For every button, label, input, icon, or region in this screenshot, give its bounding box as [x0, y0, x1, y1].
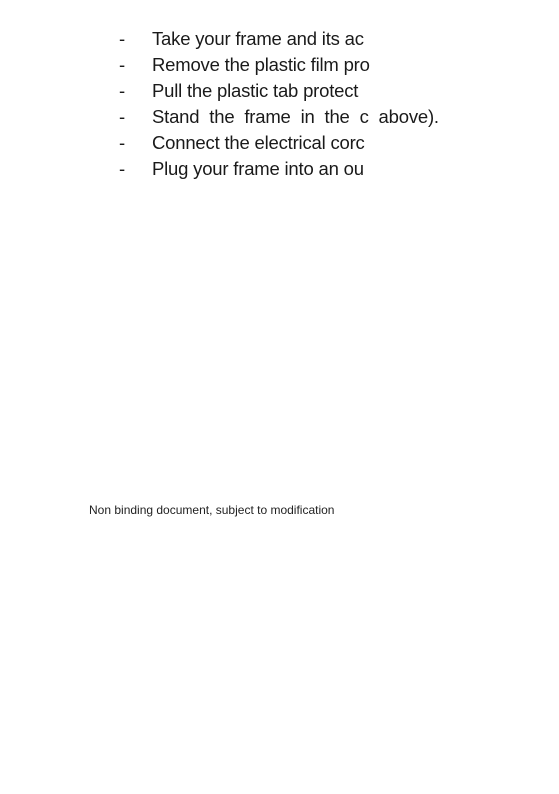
footer-disclaimer: Non binding document, subject to modification — [89, 503, 335, 517]
instruction-text: Connect the electrical corc — [152, 132, 365, 153]
list-item — [119, 104, 559, 130]
list-item — [119, 52, 559, 78]
instruction-text: Stand the frame in the c above). — [152, 106, 439, 127]
instruction-text: Remove the plastic film pro — [152, 54, 370, 75]
instruction-text: Pull the plastic tab protect — [152, 80, 359, 101]
list-item — [119, 156, 559, 182]
list-item — [119, 26, 559, 52]
bullet-dash: - — [119, 28, 125, 49]
instruction-text: Plug your frame into an ou — [152, 158, 364, 179]
bullet-dash: - — [119, 80, 125, 101]
bullet-dash: - — [119, 158, 125, 179]
bullet-dash: - — [119, 54, 125, 75]
bullet-dash: - — [119, 106, 125, 127]
list-item — [119, 130, 559, 156]
bullet-dash: - — [119, 132, 125, 153]
list-item — [119, 78, 559, 104]
instruction-list — [119, 26, 559, 182]
instruction-text: Take your frame and its ac — [152, 28, 364, 49]
